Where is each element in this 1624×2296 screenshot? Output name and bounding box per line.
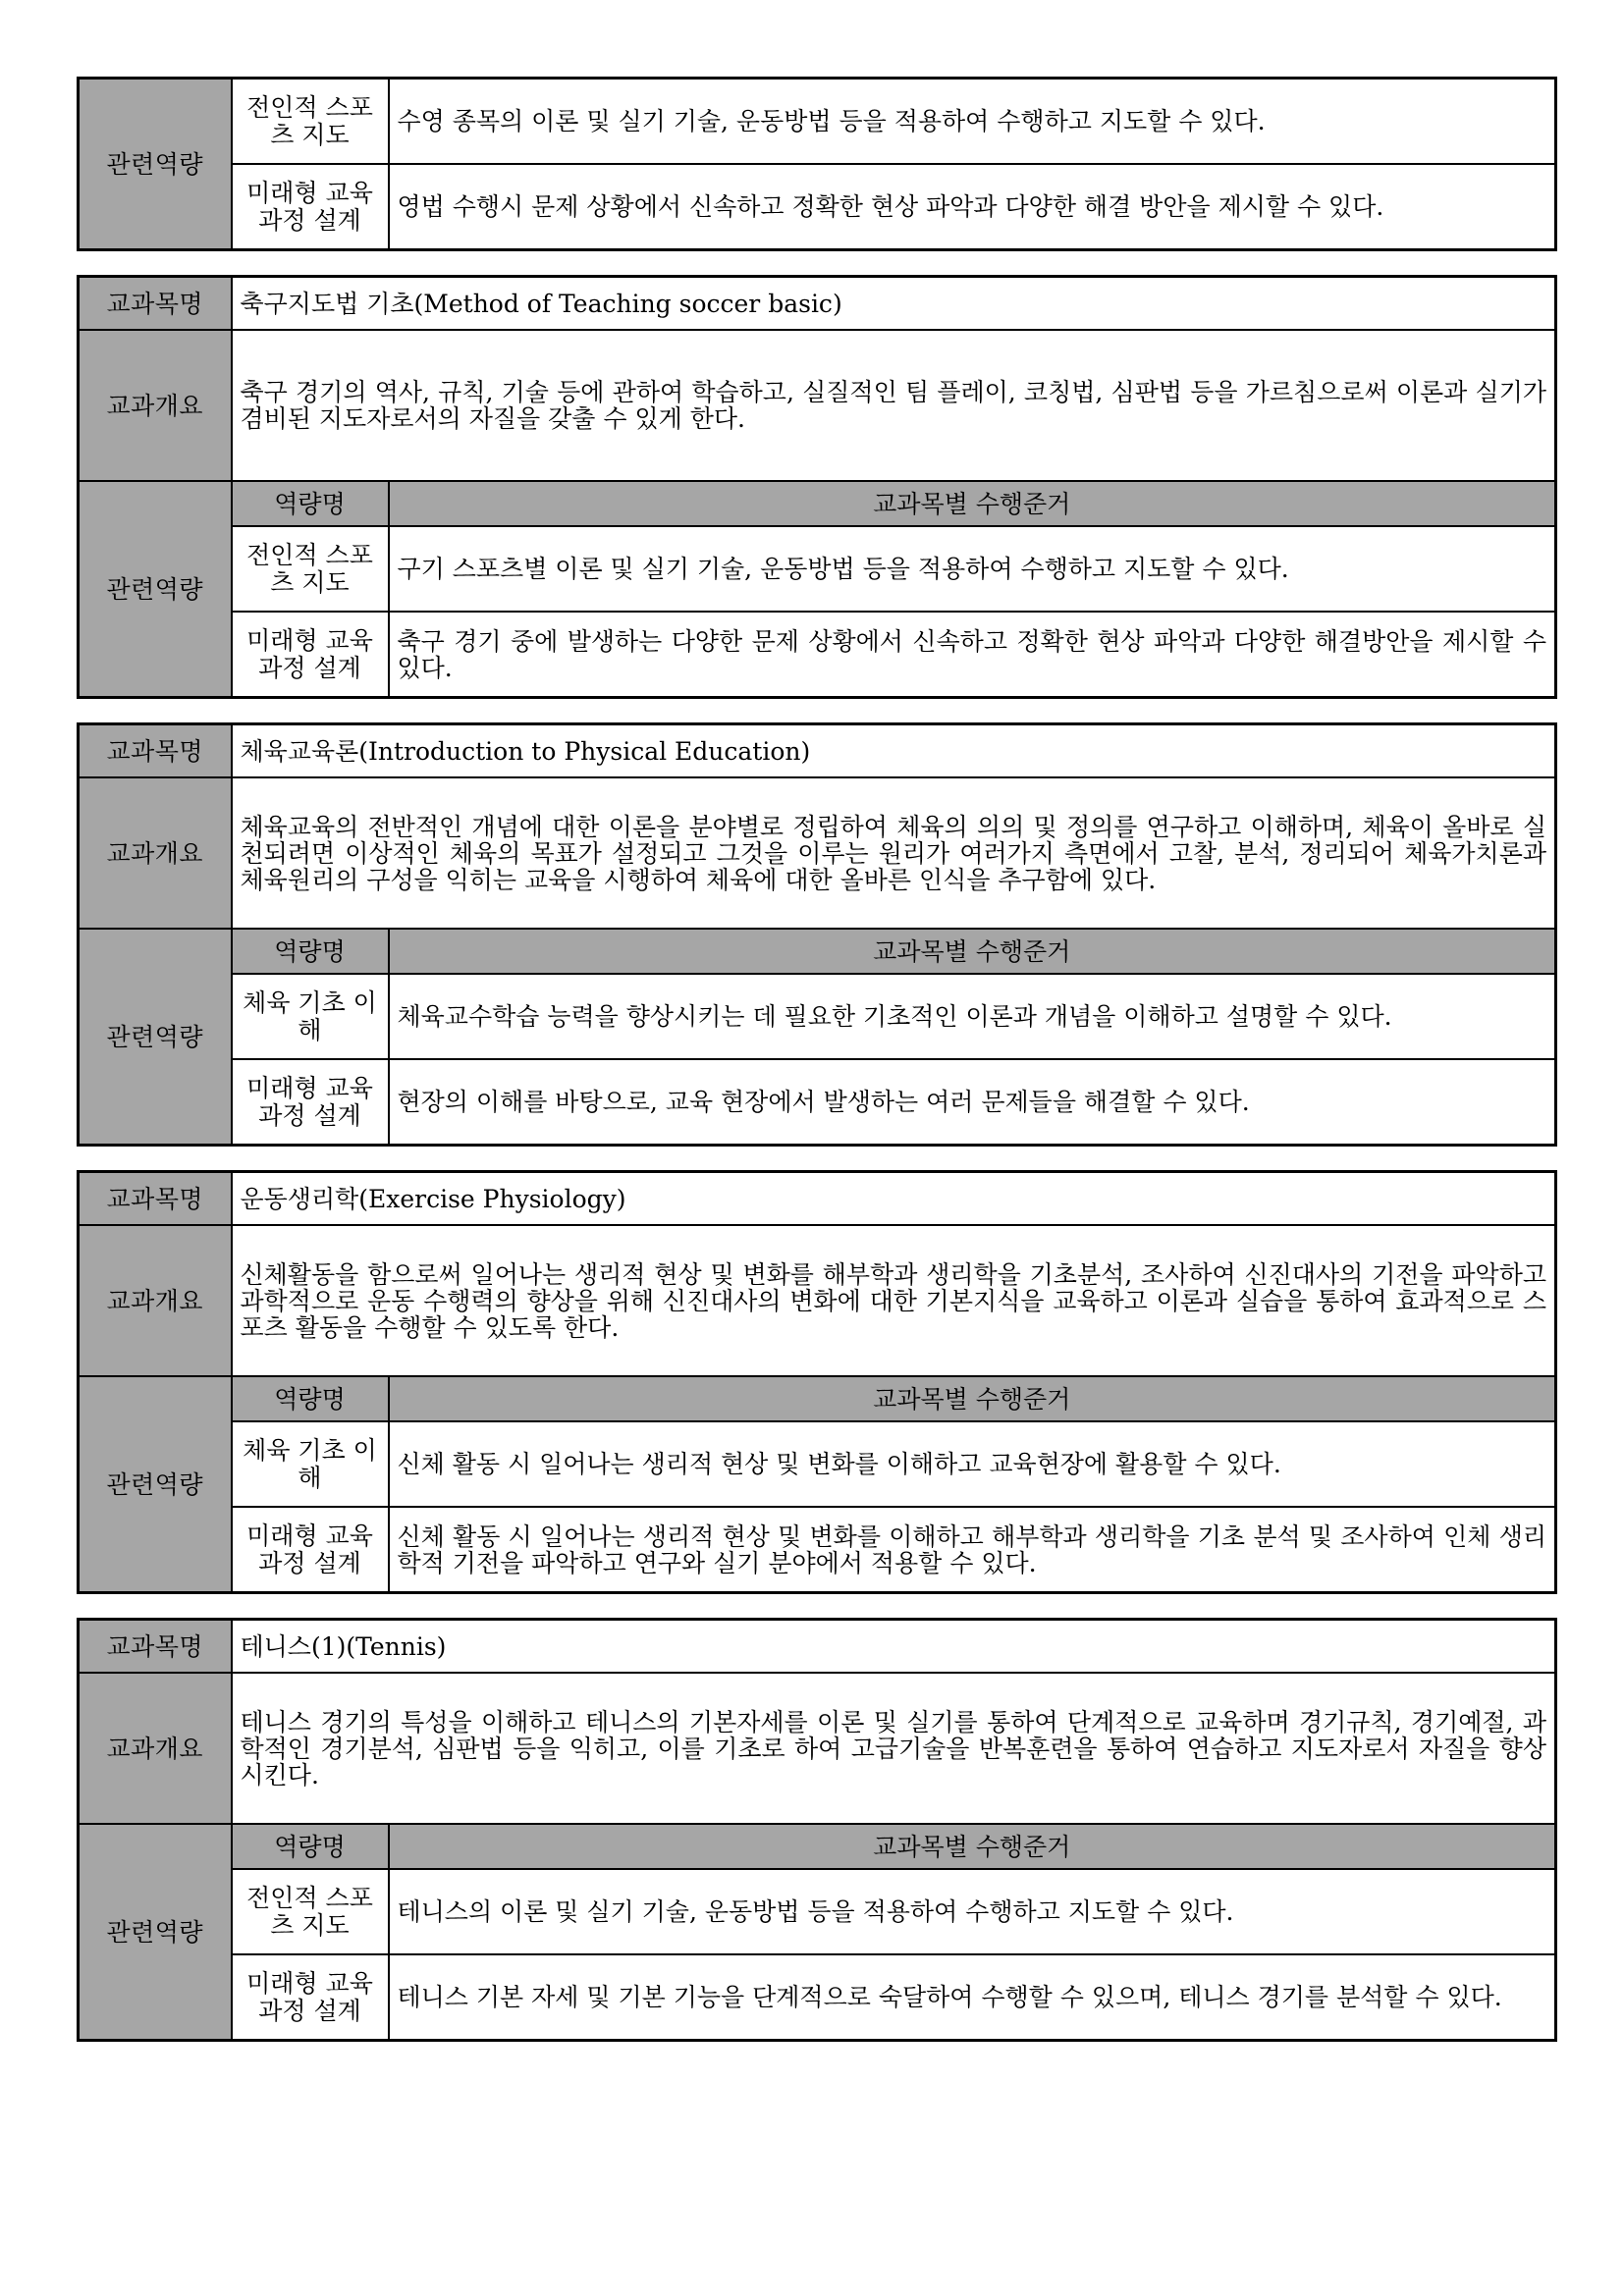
course-table-physical-education <box>77 722 1557 1147</box>
criteria-header: 교과목별 수행준거 <box>389 1376 1556 1421</box>
competency-label: 관련역량 <box>79 481 232 698</box>
competency-name: 전인적 스포츠 지도 <box>232 526 389 612</box>
competency-criteria: 수영 종목의 이론 및 실기 기술, 운동방법 등을 적용하여 수행하고 지도할 수 있다. <box>389 79 1556 165</box>
course-overview-row <box>79 1225 1556 1376</box>
competency-criteria: 구기 스포츠별 이론 및 실기 기술, 운동방법 등을 적용하여 수행하고 지도할 수 있다. <box>389 526 1556 612</box>
course-overview: 축구 경기의 역사, 규칙, 기술 등에 관하여 학습하고, 실질적인 팀 플레이, 코칭법, 심판법 등을 가르침으로써 이론과 실기가 겸비된 지도자로서의 자질을 갖출 수 있게 한다. <box>232 330 1556 481</box>
competency-criteria: 테니스의 이론 및 실기 기술, 운동방법 등을 적용하여 수행하고 지도할 수 있다. <box>389 1869 1556 1954</box>
overview-label: 교과개요 <box>79 1673 232 1824</box>
competency-header-row <box>79 1376 1556 1421</box>
competency-name: 미래형 교육과정 설계 <box>232 164 389 250</box>
competency-name-header: 역량명 <box>232 481 389 526</box>
competency-name: 미래형 교육과정 설계 <box>232 1059 389 1146</box>
course-table-tennis <box>77 1618 1557 2042</box>
competency-name: 미래형 교육과정 설계 <box>232 1507 389 1593</box>
competency-row <box>79 1954 1556 2041</box>
competency-row <box>79 974 1556 1059</box>
overview-label: 교과개요 <box>79 330 232 481</box>
competency-criteria: 테니스 기본 자세 및 기본 기능을 단계적으로 숙달하여 수행할 수 있으며, 테니스 경기를 분석할 수 있다. <box>389 1954 1556 2041</box>
competency-name-header: 역량명 <box>232 1824 389 1869</box>
course-overview-row <box>79 1673 1556 1824</box>
criteria-header: 교과목별 수행준거 <box>389 481 1556 526</box>
course-title: 운동생리학(Exercise Physiology) <box>232 1172 1556 1226</box>
competency-name: 체육 기초 이해 <box>232 974 389 1059</box>
competency-name-header: 역량명 <box>232 1376 389 1421</box>
competency-row <box>79 1869 1556 1954</box>
competency-name: 전인적 스포츠 지도 <box>232 1869 389 1954</box>
overview-label: 교과개요 <box>79 1225 232 1376</box>
competency-name: 미래형 교육과정 설계 <box>232 612 389 698</box>
competency-name: 체육 기초 이해 <box>232 1421 389 1507</box>
competency-row <box>79 612 1556 698</box>
course-name-label: 교과목명 <box>79 1620 232 1674</box>
competency-criteria: 축구 경기 중에 발생하는 다양한 문제 상황에서 신속하고 정확한 현상 파악과 다양한 해결방안을 제시할 수 있다. <box>389 612 1556 698</box>
course-title-row <box>79 1620 1556 1674</box>
competency-header-row <box>79 1824 1556 1869</box>
competency-row <box>79 1421 1556 1507</box>
competency-label: 관련역량 <box>79 1824 232 2041</box>
course-table-partial <box>77 77 1557 251</box>
competency-label: 관련역량 <box>79 1376 232 1593</box>
competency-header-row <box>79 929 1556 974</box>
document-page <box>77 77 1557 2065</box>
competency-criteria: 신체 활동 시 일어나는 생리적 현상 및 변화를 이해하고 해부학과 생리학을 기초 분석 및 조사하여 인체 생리학적 기전을 파악하고 연구와 실기 분야에서 적용할 수 있다. <box>389 1507 1556 1593</box>
competency-row <box>79 1059 1556 1146</box>
competency-row <box>79 79 1556 165</box>
course-overview: 체육교육의 전반적인 개념에 대한 이론을 분야별로 정립하여 체육의 의의 및 정의를 연구하고 이해하며, 체육이 올바로 실천되려면 이상적인 체육의 목표가 설정되고 그것을 이루는 원리가 여러가지 측면에서 고찰, 분석, 정리되어 체육가치론과 체육원리의 구성을 익히는 교육을 시행하여 체육에 대한 올바른 인식을 추구함에 있다. <box>232 777 1556 929</box>
course-name-label: 교과목명 <box>79 277 232 331</box>
competency-criteria: 영법 수행시 문제 상황에서 신속하고 정확한 현상 파악과 다양한 해결 방안을 제시할 수 있다. <box>389 164 1556 250</box>
course-title-row <box>79 277 1556 331</box>
course-title: 축구지도법 기초(Method of Teaching soccer basic) <box>232 277 1556 331</box>
competency-label: 관련역량 <box>79 79 232 250</box>
competency-name-header: 역량명 <box>232 929 389 974</box>
competency-header-row <box>79 481 1556 526</box>
competency-name: 전인적 스포츠 지도 <box>232 79 389 165</box>
overview-label: 교과개요 <box>79 777 232 929</box>
course-table-exercise-physiology <box>77 1170 1557 1594</box>
competency-row <box>79 1507 1556 1593</box>
criteria-header: 교과목별 수행준거 <box>389 1824 1556 1869</box>
competency-criteria: 신체 활동 시 일어나는 생리적 현상 및 변화를 이해하고 교육현장에 활용할 수 있다. <box>389 1421 1556 1507</box>
course-title: 테니스(1)(Tennis) <box>232 1620 1556 1674</box>
competency-criteria: 현장의 이해를 바탕으로, 교육 현장에서 발생하는 여러 문제들을 해결할 수 있다. <box>389 1059 1556 1146</box>
course-name-label: 교과목명 <box>79 724 232 778</box>
course-title-row <box>79 1172 1556 1226</box>
course-overview: 신체활동을 함으로써 일어나는 생리적 현상 및 변화를 해부학과 생리학을 기초분석, 조사하여 신진대사의 기전을 파악하고 과학적으로 운동 수행력의 향상을 위해 신진대사의 변화에 대한 기본지식을 교육하고 이론과 실습을 통하여 효과적으로 스포츠 활동을 수행할 수 있도록 한다. <box>232 1225 1556 1376</box>
competency-row <box>79 164 1556 250</box>
course-overview-row <box>79 777 1556 929</box>
criteria-header: 교과목별 수행준거 <box>389 929 1556 974</box>
course-overview-row <box>79 330 1556 481</box>
competency-criteria: 체육교수학습 능력을 향상시키는 데 필요한 기초적인 이론과 개념을 이해하고 설명할 수 있다. <box>389 974 1556 1059</box>
competency-label: 관련역량 <box>79 929 232 1146</box>
course-overview: 테니스 경기의 특성을 이해하고 테니스의 기본자세를 이론 및 실기를 통하여 단계적으로 교육하며 경기규칙, 경기예절, 과학적인 경기분석, 심판법 등을 익히고, 이를 기초로 하여 고급기술을 반복훈련을 통하여 연습하고 지도자로서 자질을 향상시킨다. <box>232 1673 1556 1824</box>
competency-name: 미래형 교육과정 설계 <box>232 1954 389 2041</box>
course-title: 체육교육론(Introduction to Physical Education) <box>232 724 1556 778</box>
course-name-label: 교과목명 <box>79 1172 232 1226</box>
course-title-row <box>79 724 1556 778</box>
course-table-soccer <box>77 275 1557 699</box>
competency-row <box>79 526 1556 612</box>
